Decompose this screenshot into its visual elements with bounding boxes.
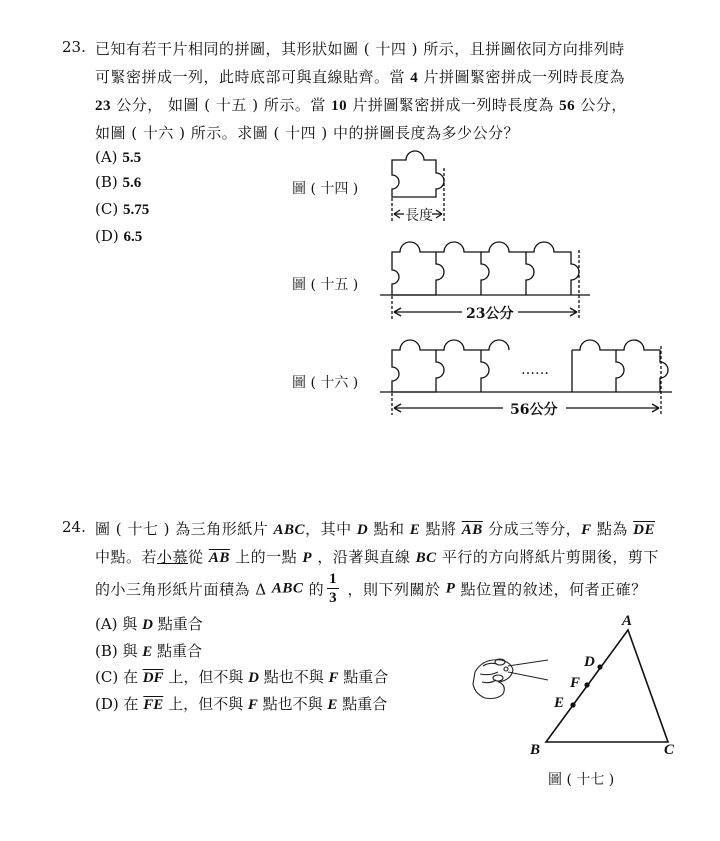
- q23-number: 23.: [62, 38, 86, 56]
- q24-opt-c-mid2: 點也不與: [258, 668, 329, 686]
- q24-opt-d-label: (D) 在: [95, 695, 144, 713]
- q24-opt-c-point-1: D: [248, 670, 259, 686]
- q23-line-4-text: 如圖 ( 十六 ) 所示。求圖 ( 十四 ) 中的拼圖長度為多少公分？: [95, 124, 520, 142]
- q24-opt-d-point-1: F: [247, 697, 258, 713]
- q24-l2-bc: BC: [415, 550, 437, 566]
- fig16-caption: 圖 ( 十六 ): [292, 375, 359, 391]
- q24-l3-c: ，則下列關於: [342, 580, 446, 599]
- q24-l3-a: 的小三角形紙片面積為 Δ: [95, 580, 272, 599]
- q24-l3-p: P: [445, 580, 456, 597]
- q23-option-b-value: 5.6: [122, 175, 142, 191]
- q24-l2-a: 中點。若: [95, 548, 158, 566]
- q23-option-d-value: 6.5: [123, 229, 143, 245]
- q23-option-a-value: 5.5: [122, 150, 142, 166]
- q23-line-1-text: 已知有若干片相同的拼圖，其形狀如圖 ( 十四 ) 所示，且拼圖依同方向排列時: [95, 40, 625, 58]
- q24-l1-ab: $\overline{AB}$: [461, 522, 483, 538]
- point-f: [584, 682, 589, 687]
- q23-option-c-value: 5.75: [122, 202, 150, 218]
- q24-fraction-numerator: 1: [329, 571, 338, 587]
- q23-line-2-text-b: 片拼圖緊密拼成一列時長度為: [418, 68, 626, 86]
- q24-l2-d: ，沿著與直線: [312, 548, 416, 566]
- q24-opt-b-point: E: [142, 644, 153, 660]
- q23-option-b-label: (B): [95, 173, 118, 191]
- q23-count-10: 10: [331, 98, 348, 114]
- q24-l1-a: 圖 ( 十七 ) 為三角形紙片: [95, 520, 274, 538]
- label-a: A: [622, 613, 633, 629]
- q24-l2-name: 小慕: [157, 548, 189, 566]
- q24-l1-f: 分成三等分，: [482, 520, 582, 538]
- q24-number: 24.: [62, 518, 86, 536]
- q24-l2-b: 從: [188, 548, 209, 566]
- fig16-ellipsis: ……: [521, 362, 549, 378]
- q24-l1-abc: ABC: [273, 522, 306, 538]
- q24-l2-c: 上的一點: [229, 548, 303, 566]
- q24-l1-g: 點為: [591, 520, 634, 538]
- q24-opt-c-rest: 點重合: [338, 668, 389, 686]
- point-e: [570, 702, 575, 707]
- q24-opt-b-rest: 點重合: [152, 642, 203, 660]
- q24-opt-d-rest: 點重合: [337, 695, 388, 713]
- q24-l1-c: 點和: [368, 520, 410, 538]
- q24-l1-F: F: [581, 522, 592, 538]
- label-d: D: [584, 654, 595, 670]
- q24-opt-c-segment: $\overline{DF}$: [142, 670, 164, 686]
- q24-l2-ab: $\overline{AB}$: [208, 550, 230, 566]
- q24-l1-de: $\overline{DE}$: [633, 522, 655, 538]
- fig17-caption: 圖 ( 十七 ): [548, 772, 615, 788]
- q24-opt-c-label: (C) 在: [95, 668, 143, 686]
- q24-opt-d-point-2: E: [327, 697, 338, 713]
- label-e: E: [554, 695, 565, 711]
- q24-l3-abc: ABC: [271, 580, 304, 597]
- q23-line-2-text-a: 可緊密拼成一列，此時底部可與直線貼齊。當: [95, 68, 411, 86]
- q23-option-c-label: (C): [95, 200, 119, 218]
- q24-l2-e: 平行的方向將紙片剪開後，剪下: [436, 548, 659, 566]
- q24-opt-c-point-2: F: [328, 670, 339, 686]
- fig14-length-label: 長度: [405, 208, 433, 224]
- fig15-length-label: 23公分: [466, 306, 514, 322]
- q23-line-3-text-a: 公分， 如圖 ( 十五 ) 所示。當: [111, 96, 332, 114]
- q23-count-4: 4: [410, 70, 419, 86]
- q24-opt-d-mid: 上，但不與: [163, 695, 248, 713]
- point-d: [597, 664, 602, 669]
- q24-l3-b: 的: [303, 580, 325, 599]
- q24-fraction-denominator: 3: [329, 590, 338, 606]
- q24-l1-d2: 點將: [420, 520, 462, 538]
- q23-option-a-label: (A): [95, 148, 118, 166]
- fig15-caption: 圖 ( 十五 ): [292, 277, 359, 293]
- q24-l1-d: D: [356, 522, 369, 538]
- q24-opt-a-label: (A) 與: [95, 615, 143, 633]
- q24-l1-e: E: [409, 522, 421, 538]
- fig14-caption: 圖 ( 十四 ): [292, 181, 359, 197]
- q24-l2-p: P: [302, 550, 313, 566]
- q23-length-56: 56: [559, 98, 576, 114]
- label-f: F: [570, 675, 581, 691]
- fig16-length-label: 56公分: [510, 402, 558, 418]
- q24-l3-d: 點位置的敘述，何者正確？: [455, 580, 647, 599]
- q24-opt-c-mid: 上，但不與: [163, 668, 249, 686]
- q23-line-3-text-b: 片拼圖緊密拼成一列時長度為: [347, 96, 560, 114]
- q24-opt-d-mid2: 點也不與: [257, 695, 328, 713]
- q23-length-23: 23: [95, 98, 111, 114]
- label-c: C: [664, 742, 675, 758]
- q24-opt-a-point: D: [142, 617, 153, 633]
- q24-opt-b-label: (B) 與: [95, 642, 143, 660]
- q24-opt-d-segment: $\overline{FE}$: [143, 697, 164, 713]
- label-b: B: [530, 742, 541, 758]
- q24-l1-b: ，其中: [305, 520, 357, 538]
- q23-option-d-label: (D): [95, 227, 119, 245]
- q24-opt-a-rest: 點重合: [152, 615, 203, 633]
- q23-line-3-text-c: 公分，: [575, 96, 627, 114]
